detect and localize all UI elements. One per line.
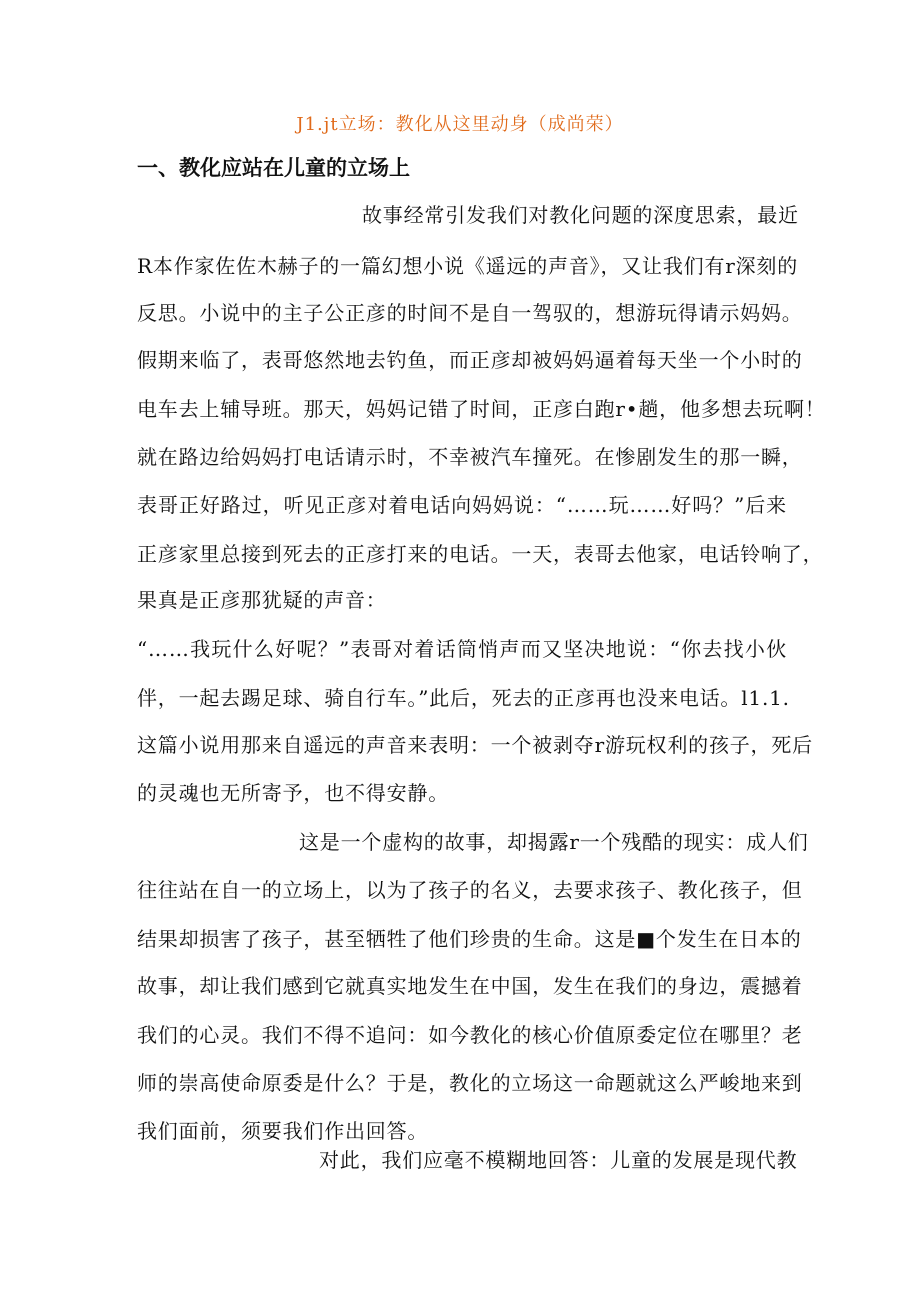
paragraph-line: 反思。小说中的主子公正彦的时间不是自一驾驭的，想游玩得请示妈妈。 <box>137 301 803 325</box>
paragraph-line: 我们面前，须要我们作出回答。 <box>137 1119 429 1143</box>
paragraph-line: 伴，一起去踢足球、骑自行车。”此后，死去的正彦再也没来电话。l1.1. <box>137 686 790 710</box>
paragraph-line: 就在路边给妈妈打电话请示时，不幸被汽车撞死。在惨剧发生的那一瞬， <box>137 445 803 469</box>
paragraph-line: 表哥正好路过，听见正彦对着电话向妈妈说：“……玩……好吗？”后来 <box>137 493 787 517</box>
paragraph-line: 这篇小说用那来自遥远的声音来表明：一个被剥夺r游玩权利的孩子，死后 <box>137 733 813 757</box>
paragraph-line: 的灵魂也无所寄予，也不得安静。 <box>137 781 449 805</box>
paragraph-line: 结果却损害了孩子，甚至牺牲了他们珍贵的生命。这是■个发生在日本的 <box>137 927 802 951</box>
paragraph-line: 往往站在自一的立场上，以为了孩子的名义，去要求孩子、教化孩子，但 <box>137 878 803 902</box>
paragraph-line: R本作家佐佐木赫子的一篇幻想小说《遥远的声音》，又让我们有r深刻的 <box>137 254 799 278</box>
paragraph-line: 故事经常引发我们对教化问题的深度思索，最近 <box>362 203 799 227</box>
paragraph-line: 正彦家里总接到死去的正彦打来的电话。一天，表哥去他家，电话铃响了， <box>137 542 824 566</box>
paragraph-line: 这是一个虚构的故事，却揭露r一个残酷的现实：成人们 <box>299 830 809 854</box>
paragraph-line: 电车去上辅导班。那天，妈妈记错了时间，正彦白跑r•趟，他多想去玩啊！ <box>137 397 826 421</box>
paragraph-line: 假期来临了，表哥悠然地去钓鱼，而正彦却被妈妈逼着每天坐一个小时的 <box>137 348 803 372</box>
paragraph-line: 对此，我们应毫不模糊地回答：儿童的发展是现代教 <box>319 1148 798 1172</box>
paragraph-line: 果真是正彦那犹疑的声音： <box>137 588 387 612</box>
paragraph-line: 我们的心灵。我们不得不追问：如今教化的核心价值原委定位在哪里？老 <box>137 1023 803 1047</box>
paragraph-line: 故事，却让我们感到它就真实地发生在中国，发生在我们的身边，震撼着 <box>137 974 803 998</box>
section-heading: 一、教化应站在儿童的立场上 <box>137 156 410 180</box>
document-title: J1.jt立场：教化从这里动身（成尚荣） <box>296 114 624 135</box>
paragraph-line: “……我玩什么好呢？”表哥对着话筒悄声而又坚决地说：“你去找小伙 <box>137 637 787 661</box>
paragraph-line: 师的崇高使命原委是什么？于是，教化的立场这一命题就这么严峻地来到 <box>137 1071 803 1095</box>
